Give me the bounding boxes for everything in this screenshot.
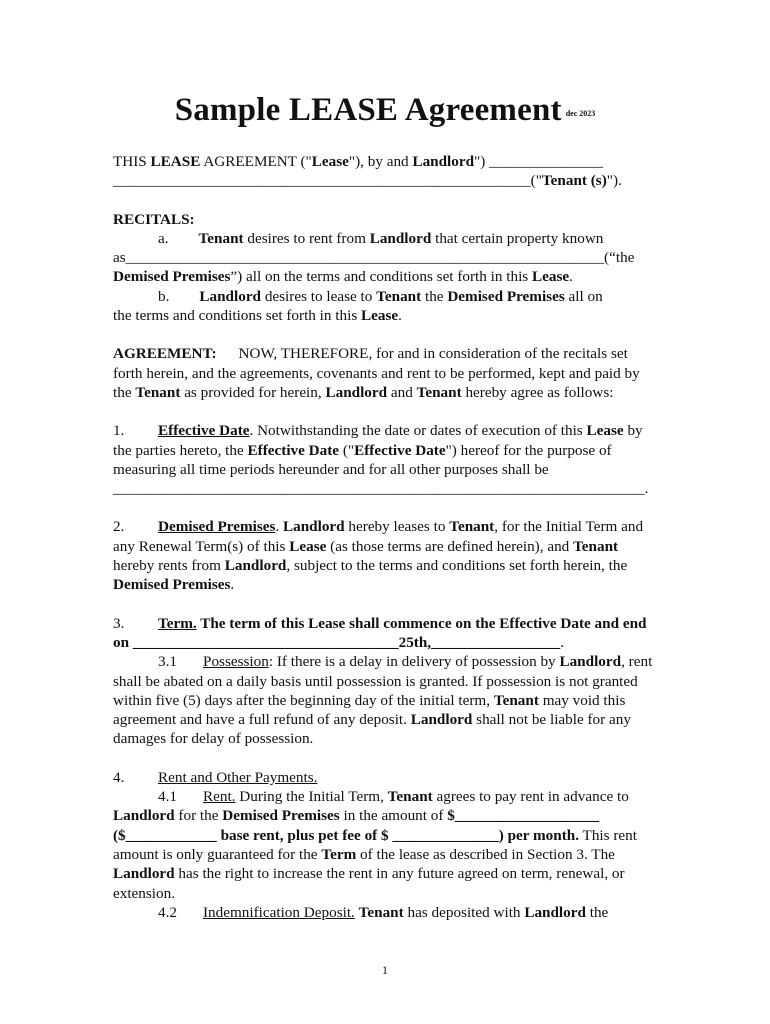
agreement-paragraph: AGREEMENT: NOW, THEREFORE, for and in consideration of the recitals set forth herein, and the agreements, covenants and rent to be performed, kept and paid by the Tenant as provided for herein, Landlord and Tenant hereby agree as follows:	[113, 345, 640, 401]
section-4-2: 4.2 Indemnification Deposit. Tenant has deposited with Landlord the	[158, 903, 609, 921]
document-body	[113, 152, 657, 922]
section-4-1: 4.1 Rent. During the Initial Term, Tenant agrees to pay rent in advance to Landlord for the Demised Premises in the amount of $___________________ ($____________ base rent, plus pet fee of $ ______________) per month. This rent amount is only guaranteed for the Term of the lease as described in Section 3. The Landlord has the right to increase the rent in any future agreed on term, renewal, or extension.	[113, 788, 637, 902]
section-3-1: 3.1 Possession: If there is a delay in delivery of possession by Landlord, rent shall be abated on a daily basis until possession is granted. If possession is not granted within five (5) days after the beginning day of the initial term, Tenant may void this agreement and have a full refund of any deposit. Landlord shall not be liable for any damages for delay of possession.	[113, 653, 653, 748]
page-number: 1	[382, 963, 388, 977]
section-1: 1. Effective Date. Notwithstanding the date or dates of execution of this Lease by the parties hereto, the Effective Date ("Effective Date") hereof for the purpose of measuring all time periods hereunder and for all other purposes shall be ______________________________________________________________________.	[113, 422, 649, 498]
title-main: Sample LEASE Agreement	[174, 92, 562, 128]
section-2: 2. Demised Premises. Landlord hereby leases to Tenant, for the Initial Term and any Renewal Term(s) of this Lease (as those terms are defined herein), and Tenant hereby rents from Landlord, subject to the terms and conditions set forth herein, the Demised Premises.	[113, 518, 644, 594]
intro-paragraph: THIS LEASE AGREEMENT ("Lease"), by and Landlord") _______________ _______________________________________________________("Tenant (s)").	[113, 153, 622, 190]
section-3: 3. Term. The term of this Lease shall commence on the Effective Date and end on ___________________________________25th,_________________.	[113, 614, 647, 651]
recital-a: a. Tenant desires to rent from Landlord that certain property known as_______________________________________________________________(“the Demised Premises”) all on the terms and conditions set forth in this Lease.	[113, 229, 635, 286]
document-title	[0, 92, 770, 129]
title-date: dec 2023	[565, 109, 596, 118]
recital-b: b. Landlord desires to lease to Tenant the Demised Premises all on the terms and conditions set forth in this Lease.	[113, 287, 603, 325]
section-4: 4. Rent and Other Payments.	[113, 768, 318, 786]
recitals-heading: RECITALS:	[113, 210, 195, 228]
